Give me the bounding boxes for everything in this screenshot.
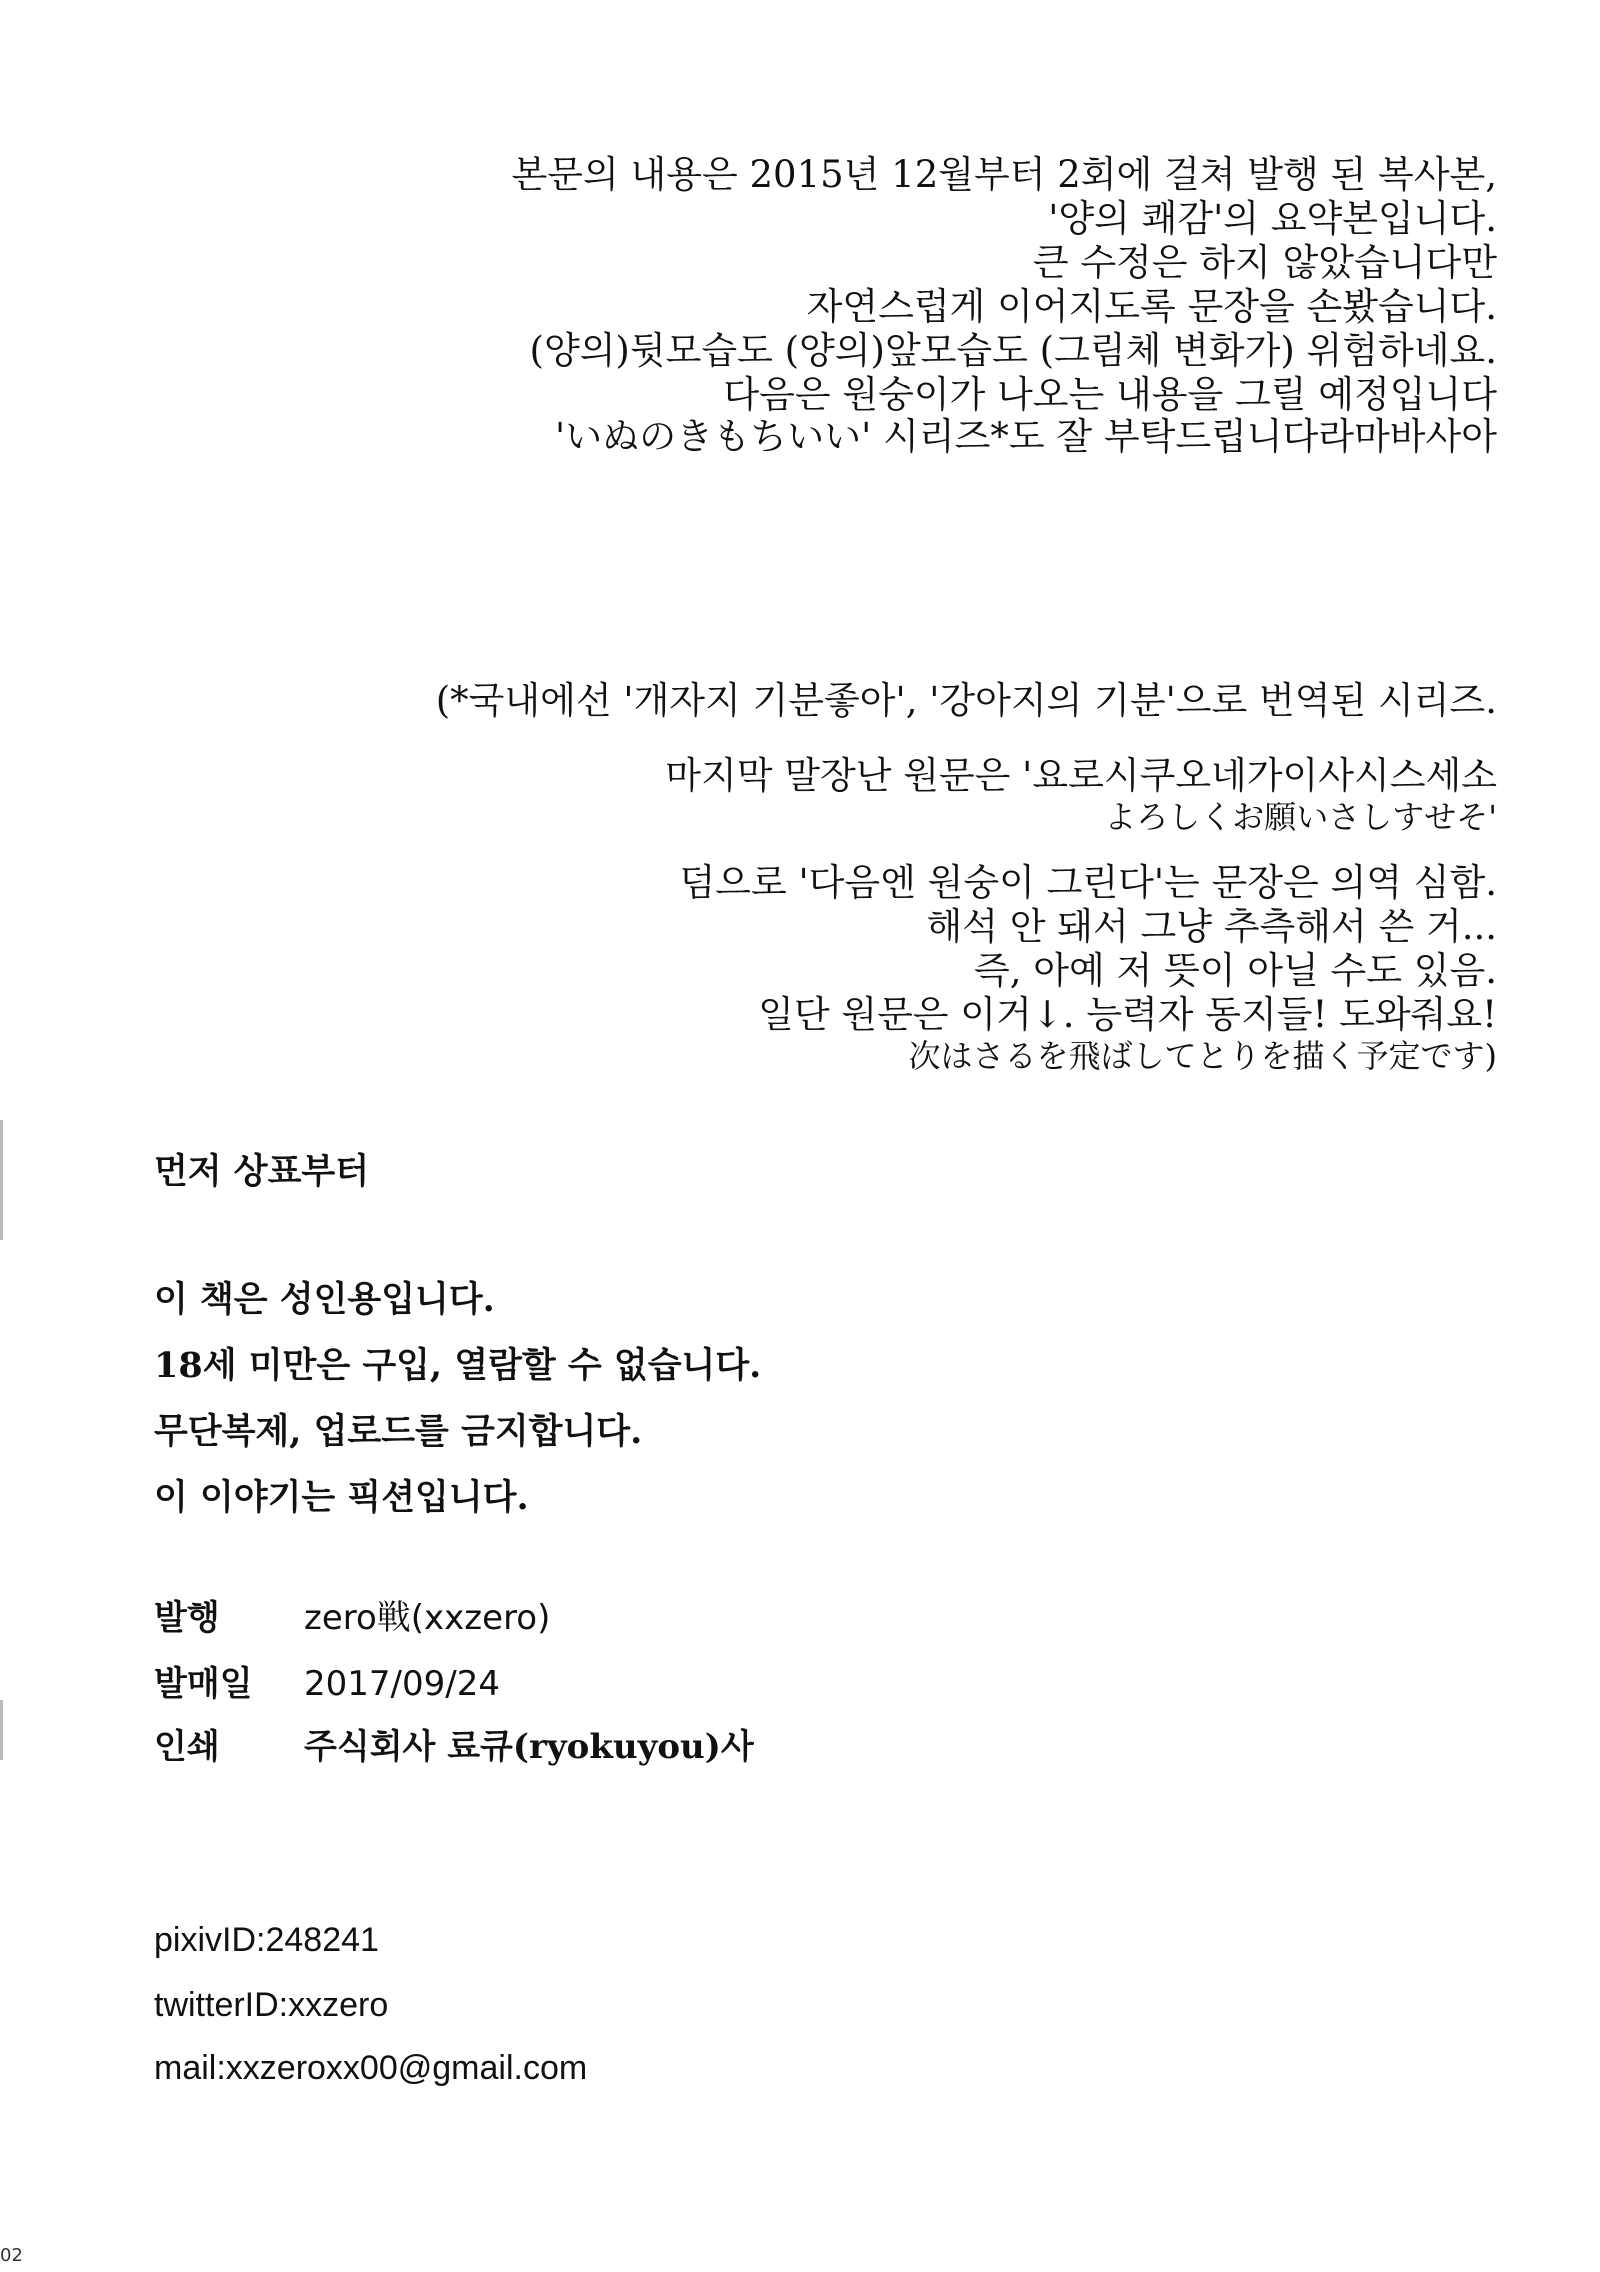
- note-line: '양의 쾌감'의 요약본입니다.: [1048, 197, 1497, 240]
- note-line: 큰 수정은 하지 않았습니다만: [1032, 241, 1497, 284]
- colophon-print: [154, 1727, 754, 1767]
- page-number: 02: [0, 2245, 23, 2266]
- colophon-publisher: [154, 1598, 550, 1638]
- trademark-heading: 먼저 상표부터: [154, 1151, 370, 1192]
- series-line: 'いぬのきもちいい' 시리즈*도 잘 부탁드립니다라마바사아: [555, 415, 1497, 458]
- translation-note-line: 덤으로 '다음엔 원숭이 그린다'는 문장은 의역 심함.: [679, 861, 1497, 904]
- publisher-label: 발행: [154, 1598, 220, 1638]
- scan-edge-mark: [0, 1700, 3, 1760]
- footnote-block: [436, 679, 1497, 723]
- series-line-block: [555, 415, 1497, 459]
- publisher-value: zero戦(xxzero): [304, 1598, 551, 1638]
- wordplay-original-line: よろしくお願いさしすせそ': [1104, 798, 1497, 836]
- mail-address: mail:xxzeroxx00@gmail.com: [154, 2049, 588, 2087]
- warning-copy: 무단복제, 업로드를 금지합니다.: [154, 1411, 643, 1452]
- note-line: 자연스럽게 이어지도록 문장을 손봤습니다.: [806, 285, 1497, 328]
- translation-note-line: 즉, 아예 저 뜻이 아닐 수도 있음.: [974, 949, 1497, 992]
- twitter-id: twitterID:xxzero: [154, 1986, 389, 2024]
- original-text-line: 次はさるを飛ばしてとりを描く予定です): [908, 1037, 1497, 1075]
- footnote-series: (*국내에선 '개자지 기분좋아', '강아지의 기분'으로 번역된 시리즈.: [435, 679, 1497, 722]
- note-line: 다음은 원숭이가 나오는 내용을 그릴 예정입니다: [723, 373, 1497, 416]
- wordplay-note-block: [665, 754, 1497, 836]
- note-line: (양의)뒷모습도 (양의)앞모습도 (그림체 변화가) 위험하네요.: [529, 329, 1497, 372]
- scan-edge-mark: [0, 1120, 3, 1240]
- pixiv-id: pixivID:248241: [154, 1921, 379, 1959]
- warning-fiction: 이 이야기는 픽션입니다.: [154, 1477, 529, 1518]
- release-label: 발매일: [154, 1664, 253, 1704]
- warning-age: 18세 미만은 구입, 열람할 수 없습니다.: [154, 1345, 762, 1386]
- wordplay-note-line: 마지막 말장난 원문은 '요로시쿠오네가이사시스세소: [665, 754, 1497, 797]
- print-value: 주식회사 료큐(ryokuyou)사: [304, 1727, 754, 1767]
- warning-adult: 이 책은 성인용입니다.: [154, 1279, 495, 1320]
- release-value: 2017/09/24: [304, 1664, 500, 1704]
- colophon-release: [154, 1664, 500, 1704]
- translation-note-block: [679, 861, 1497, 1075]
- notes-block: [512, 153, 1497, 417]
- note-line: 본문의 내용은 2015년 12월부터 2회에 걸쳐 발행 된 복사본,: [511, 153, 1497, 196]
- print-label: 인쇄: [154, 1727, 220, 1767]
- translation-note-line: 해석 안 돼서 그냥 추측해서 쓴 거...: [926, 905, 1497, 948]
- translation-note-line: 일단 원문은 이거↓. 능력자 동지들! 도와줘요!: [758, 993, 1497, 1036]
